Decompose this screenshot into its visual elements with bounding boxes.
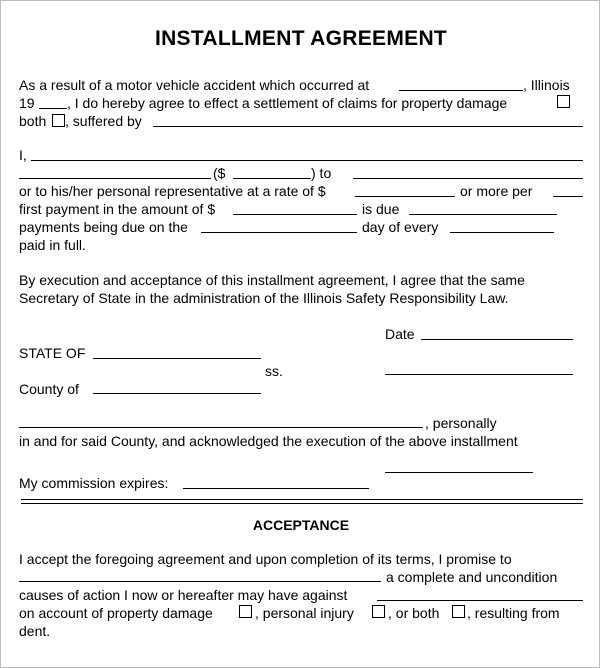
year-field[interactable]: [39, 108, 67, 109]
amount-words-field[interactable]: [19, 178, 211, 179]
personal-injury-text: , personal injury: [255, 605, 354, 621]
name-field[interactable]: [31, 160, 583, 161]
both-checkbox[interactable]: [52, 114, 65, 127]
to-text: ) to: [311, 165, 332, 181]
commission-field[interactable]: [183, 488, 369, 489]
rate-text: or to his/her personal representative at a rate of $: [19, 183, 326, 199]
secretary-text: Secretary of State in the administration of the Illinois Safety Responsibility Law.: [19, 290, 509, 306]
date-field[interactable]: [421, 339, 573, 340]
period-field[interactable]: [553, 196, 583, 197]
is-due-text: is due: [362, 201, 400, 217]
notary-name-field[interactable]: [19, 427, 423, 428]
illinois-text: , Illinois: [523, 77, 570, 93]
divider-bottom: [21, 503, 583, 504]
ss-text: ss.: [265, 363, 283, 379]
suffered-by-field[interactable]: [153, 126, 583, 127]
notary-signature-field[interactable]: [385, 472, 533, 473]
first-payment-field[interactable]: [233, 214, 357, 215]
property-damage-text: on account of property damage: [19, 605, 213, 621]
acceptance-both-checkbox[interactable]: [452, 605, 465, 618]
dent-text: dent.: [19, 623, 51, 639]
acknowledged-text: in and for said County, and acknowledged the execution of the above installment: [19, 433, 518, 449]
both-text: both: [19, 113, 47, 129]
or-more-per-text: or more per: [460, 183, 533, 199]
first-payment-text: first payment in the amount of $: [19, 201, 216, 217]
payments-due-text: payments being due on the: [19, 219, 188, 235]
year-prefix-text: 19: [19, 95, 35, 111]
release-party-field[interactable]: [19, 581, 381, 582]
signature-line-1[interactable]: [385, 374, 573, 375]
suffered-by-text: , suffered by: [65, 113, 142, 129]
acceptance-property-damage-checkbox[interactable]: [239, 605, 252, 618]
accept-text: I accept the foregoing agreement and upon completion of its terms, I promise to: [19, 551, 512, 567]
acceptance-heading: ACCEPTANCE: [252, 517, 350, 533]
payee-field[interactable]: [353, 178, 583, 179]
payment-interval-field[interactable]: [450, 232, 554, 233]
complete-unconditional-text: a complete and uncondition: [386, 569, 558, 585]
acceptance-personal-injury-checkbox[interactable]: [372, 605, 385, 618]
state-label: STATE OF: [19, 345, 86, 361]
paid-in-full-text: paid in full.: [19, 237, 86, 253]
or-both-text: , or both: [388, 605, 440, 621]
state-field[interactable]: [93, 358, 261, 359]
payment-day-field[interactable]: [201, 232, 357, 233]
settlement-text: , I do hereby agree to effect a settlement of claims for property damage: [67, 95, 508, 111]
divider-top: [21, 499, 583, 500]
resulting-from-text: , resulting from: [467, 605, 560, 621]
amount-number-field[interactable]: [233, 178, 311, 179]
i-text: I,: [19, 147, 27, 163]
personally-text: , personally: [425, 415, 497, 431]
date-label: Date: [385, 326, 415, 342]
due-date-field[interactable]: [409, 214, 557, 215]
against-party-field[interactable]: [377, 600, 583, 601]
form-title: INSTALLMENT AGREEMENT: [154, 27, 448, 50]
county-field[interactable]: [93, 393, 261, 394]
day-of-every-text: day of every: [362, 219, 439, 235]
rate-field[interactable]: [355, 196, 455, 197]
causes-of-action-text: causes of action I now or hereafter may have against: [19, 587, 348, 603]
property-damage-checkbox[interactable]: [557, 95, 570, 108]
execution-text: By execution and acceptance of this installment agreement, I agree that the same: [19, 272, 525, 288]
accident-location-text: As a result of a motor vehicle accident which occurred at: [19, 77, 370, 93]
amount-dollar-text: ($: [213, 165, 226, 181]
county-label: County of: [19, 381, 79, 397]
accident-location-field[interactable]: [399, 90, 523, 91]
commission-label: My commission expires:: [19, 475, 169, 491]
